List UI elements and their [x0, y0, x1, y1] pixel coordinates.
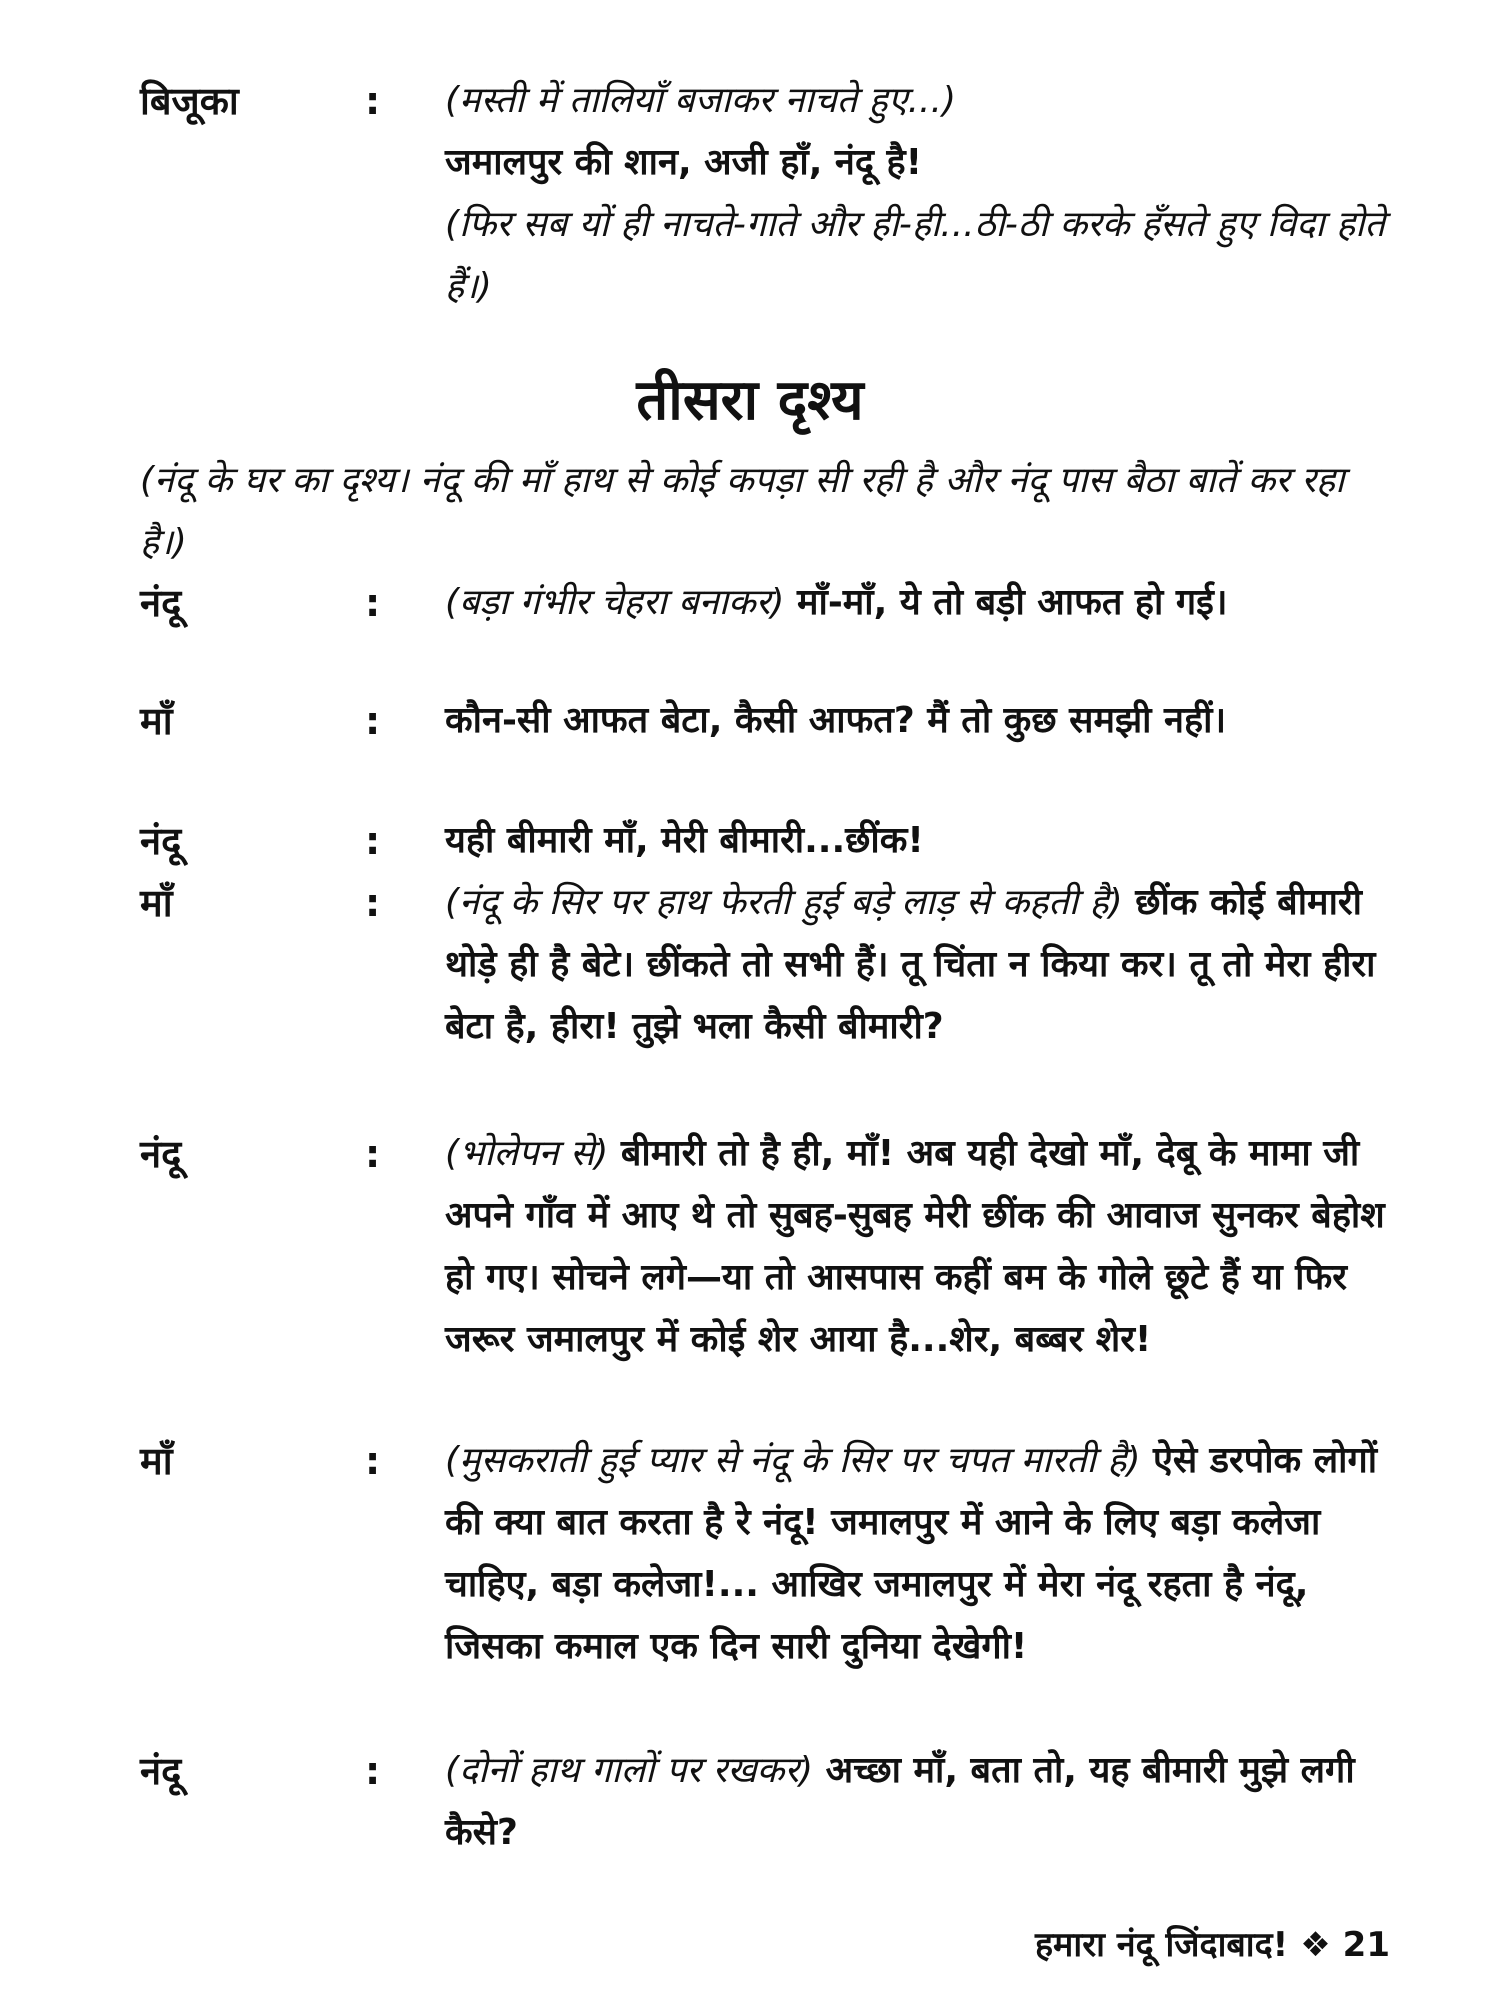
speaker-name: नंदू	[140, 1132, 182, 1176]
dialogue-row	[140, 1430, 1390, 1740]
dialogue-text	[445, 690, 1390, 752]
speaker-colon: :	[365, 699, 381, 743]
speaker-colon: :	[365, 1439, 381, 1483]
dialogue-row	[140, 572, 1390, 696]
speaker-name: बिजूका	[140, 79, 239, 123]
stage-direction: (फिर सब यों ही नाचते-गाते और ही-ही...ठी-ठी करके हँसते हुए विदा होते हैं।)	[445, 204, 1386, 307]
dialogue-text	[445, 70, 1390, 318]
dialogue-row	[140, 1123, 1390, 1433]
speaker-name: माँ	[140, 699, 173, 743]
dialogue-row	[140, 872, 1390, 1120]
dialogue-bijuka	[140, 70, 1390, 320]
ornament-icon: ❖	[1300, 1925, 1331, 1965]
speaker-name: माँ	[140, 881, 173, 925]
stage-direction: (मस्ती में तालियाँ बजाकर नाचते हुए...)	[445, 80, 956, 121]
scene-title: तीसरा दृश्य	[636, 368, 864, 433]
book-title: हमारा नंदू जिंदाबाद!	[1035, 1925, 1289, 1965]
speaker-colon: :	[365, 1749, 381, 1793]
dialogue-row	[140, 690, 1390, 814]
stage-direction: (मुसकराती हुई प्यार से नंदू के सिर पर चपत मारती है)	[445, 1440, 1141, 1481]
speaker-name: माँ	[140, 1439, 173, 1483]
scene-intro: (नंदू के घर का दृश्य। नंदू की माँ हाथ से कोई कपड़ा सी रही है और नंदू पास बैठा बातें कर रहा है।)	[140, 460, 1345, 563]
dialogue-row	[140, 1740, 1390, 1864]
speaker-colon: :	[365, 1132, 381, 1176]
spoken-line: अच्छा माँ, बता तो, यह बीमारी मुझे लगी कैसे?	[445, 1750, 1355, 1853]
spoken-line: जमालपुर की शान, अजी हाँ, नंदू है!	[445, 142, 923, 183]
dialogue-text	[445, 1430, 1390, 1678]
spoken-line: छींक कोई बीमारी थोड़े ही है बेटे। छींकते तो सभी हैं। तू चिंता न किया कर। तू तो मेरा हीरा बेटा है, हीरा! तुझे भला कैसी बीमारी?	[445, 882, 1376, 1047]
speaker-name: नंदू	[140, 1749, 182, 1793]
stage-direction: (नंदू के सिर पर हाथ फेरती हुई बड़े लाड़ से कहती है)	[445, 882, 1123, 923]
speaker-colon: :	[365, 581, 381, 625]
spoken-line: माँ-माँ, ये तो बड़ी आफत हो गई।	[784, 582, 1228, 623]
dialogue-text	[445, 872, 1390, 1058]
speaker-colon: :	[365, 881, 381, 925]
dialogue-text	[445, 1740, 1390, 1864]
stage-direction: (दोनों हाथ गालों पर रखकर)	[445, 1750, 814, 1791]
speaker-colon: :	[365, 79, 381, 123]
dialogue-row	[140, 810, 1390, 872]
spoken-line: यही बीमारी माँ, मेरी बीमारी...छींक!	[445, 820, 924, 861]
dialogue-text	[445, 572, 1390, 634]
page-footer	[1035, 1920, 1390, 1966]
page-number: 21	[1342, 1925, 1390, 1965]
speaker-name: नंदू	[140, 581, 182, 625]
dialogue-text	[445, 810, 1390, 872]
stage-direction: (भोलेपन से)	[445, 1133, 609, 1174]
spoken-line: बीमारी तो है ही, माँ! अब यही देखो माँ, देबू के मामा जी अपने गाँव में आए थे तो सुबह-सुबह मेरी छींक की आवाज सुनकर बेहोश हो गए। सोचने लगे—या तो आसपास कहीं बम के गोले छूटे हैं या फिर जरूर जमालपुर में कोई शेर आया है...शेर, बब्बर शेर!	[445, 1133, 1385, 1360]
dialogue-text	[445, 1123, 1390, 1371]
spoken-line: ऐसे डरपोक लोगों की क्या बात करता है रे नंदू! जमालपुर में आने के लिए बड़ा कलेजा चाहिए, बड़ा कलेजा!... आखिर जमालपुर में मेरा नंदू रहता है नंदू, जिसका कमाल एक दिन सारी दुनिया देखेगी!	[445, 1440, 1378, 1667]
stage-direction: (बड़ा गंभीर चेहरा बनाकर)	[445, 582, 785, 623]
speaker-name: नंदू	[140, 819, 182, 863]
spoken-line: कौन-सी आफत बेटा, कैसी आफत? मैं तो कुछ समझी नहीं।	[445, 700, 1227, 741]
speaker-colon: :	[365, 819, 381, 863]
